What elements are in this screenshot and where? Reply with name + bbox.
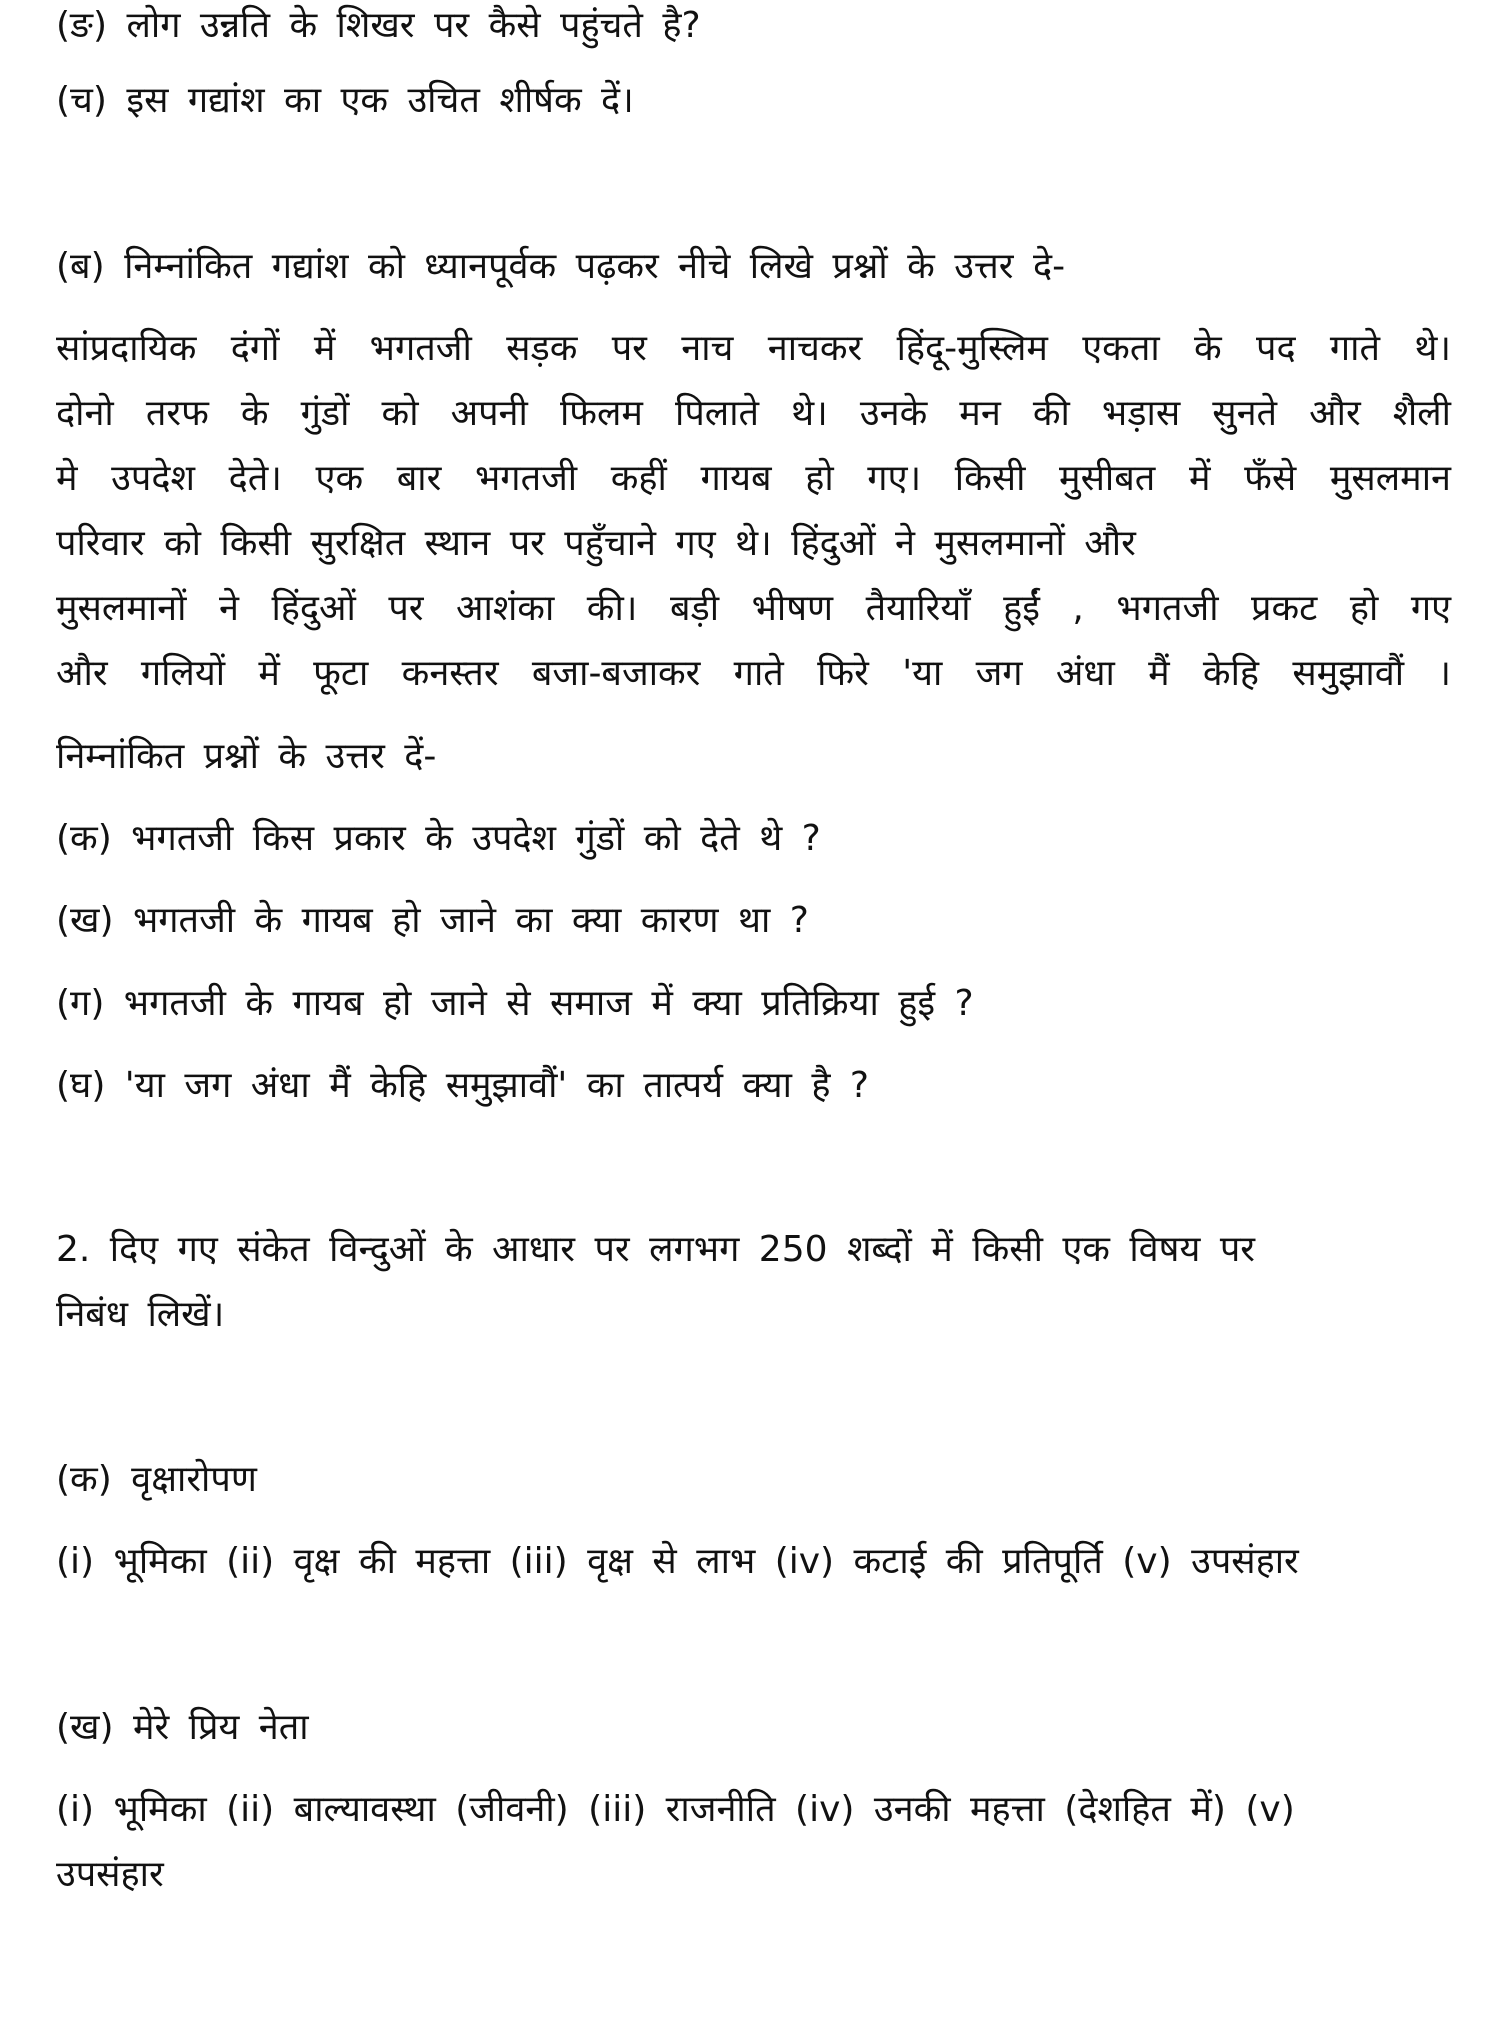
- passage-line: परिवार को किसी सुरक्षित स्थान पर पहुँचाने गए थे। हिंदुओं ने मुसलमानों और: [56, 523, 1136, 564]
- essay-topic-points: उपसंहार: [56, 1854, 164, 1895]
- essay-topic-points: (i) भूमिका (ii) बाल्यावस्था (जीवनी) (iii) राजनीति (iv) उनकी महत्ता (देशहित में) (v): [56, 1789, 1295, 1830]
- question-2-line-2: निबंध लिखें।: [56, 1294, 225, 1335]
- passage-line: सांप्रदायिक दंगों में भगतजी सड़क पर नाच नाचकर हिंदू-मुस्लिम एकता के पद गाते थे।: [56, 328, 1451, 369]
- passage-line: मुसलमानों ने हिंदुओं पर आशंका की। बड़ी भीषण तैयारियाँ हुईं , भगतजी प्रकट हो गए: [56, 588, 1451, 629]
- question-ka: (क) भगतजी किस प्रकार के उपदेश गुंडों को देते थे ?: [56, 818, 821, 859]
- essay-topic-title: (ख) मेरे प्रिय नेता: [56, 1707, 309, 1748]
- essay-topic-title: (क) वृक्षारोपण: [56, 1459, 257, 1500]
- question-cha: (च) इस गद्यांश का एक उचित शीर्षक दें।: [56, 80, 634, 121]
- question-kha: (ख) भगतजी के गायब हो जाने का क्या कारण था ?: [56, 900, 809, 941]
- question-ga: (ग) भगतजी के गायब हो जाने से समाज में क्या प्रतिक्रिया हुई ?: [56, 983, 974, 1024]
- passage-line: मे उपदेश देते। एक बार भगतजी कहीं गायब हो गए। किसी मुसीबत में फँसे मुसलमान: [56, 458, 1451, 499]
- questions-intro: निम्नांकित प्रश्नों के उत्तर दें-: [56, 736, 437, 777]
- question-2-line-1: 2. दिए गए संकेत विन्दुओं के आधार पर लगभग 250 शब्दों में किसी एक विषय पर: [56, 1229, 1255, 1270]
- question-gha: (घ) 'या जग अंधा मैं केहि समुझावौं' का तात्पर्य क्या है ?: [56, 1065, 870, 1106]
- section-b-heading: (ब) निम्नांकित गद्यांश को ध्यानपूर्वक पढ़कर नीचे लिखे प्रश्नों के उत्तर दे-: [56, 246, 1066, 287]
- essay-topic-points: (i) भूमिका (ii) वृक्ष की महत्ता (iii) वृक्ष से लाभ (iv) कटाई की प्रतिपूर्ति (v) उपसंहार: [56, 1541, 1299, 1582]
- passage-line: और गलियों में फूटा कनस्तर बजा-बजाकर गाते फिरे 'या जग अंधा मैं केहि समुझावौं ।: [56, 653, 1451, 694]
- passage-line: दोनो तरफ के गुंडों को अपनी फिलम पिलाते थे। उनके मन की भड़ास सुनते और शैली: [56, 393, 1451, 434]
- question-nga: (ङ) लोग उन्नति के शिखर पर कैसे पहुंचते है?: [56, 5, 701, 46]
